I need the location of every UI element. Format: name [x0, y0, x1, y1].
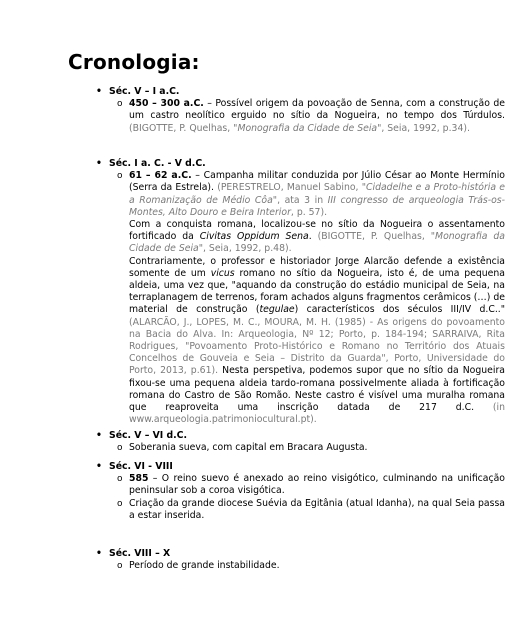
circle-bullet-icon: o — [117, 99, 123, 110]
entry-text: Período de grande instabilidade. — [129, 560, 280, 572]
entry-date: 61 – 62 a.C. — [129, 170, 192, 182]
section-title: Séc. I a. C. - V d.C. — [109, 158, 206, 169]
entry-date: 450 – 300 a.C. — [129, 98, 204, 110]
paragraph-text: Nesta perspetiva, podemos supor que no sítio da Nogueira fixou-se uma pequena aldeia tardo-romana possivelmente aliada à fortificação romana do Castro de São Romão. Neste castro é visível uma muralha romana que reaproveita uma inscrição datada de 217 d.C. — [129, 365, 505, 414]
bullet-icon: • — [96, 430, 102, 441]
section-sec-i-ac-v-dc — [96, 158, 505, 426]
citation: (in www.arqueologia.patrimoniocultural.pt). — [129, 402, 505, 426]
section-title: Séc. VIII – X — [109, 548, 171, 559]
paragraph-text: Com a conquista romana, localizou-se no sítio da Nogueira o assentamento fortificado da — [129, 219, 505, 243]
bullet-icon: • — [96, 548, 102, 559]
circle-bullet-icon: o — [117, 171, 123, 182]
circle-bullet-icon: o — [117, 498, 123, 509]
section-title: Séc. V – VI d.C. — [109, 430, 188, 441]
section-title: Séc. VI - VIII — [109, 461, 173, 472]
section-sec-vi-viii — [96, 461, 505, 522]
list-item: o 61 – 62 a.C. – Campanha militar conduzida por Júlio César ao Monte Hermínio (Serra da Estrela). (PERESTRELO, Manuel Sabino, "Cidadelhe e a Proto-história e a Romanização de Médio Côa", ata 3 in III congresso de arqueologia Trás-os-Montes, Alto Douro e Beira Interior, p. 57). Com a conquista romana, localizou-se no sítio da Nogueira o assentamento fortificado da Civitas Oppidum Sena. (BIGOTTE, P. Quelhas, "Monografia da Cidade de Seia", Seia, 1992, p.48). Contrariamente, o professor e historiador Jorge Alarcão defende a existência somente de um vicus romano no sítio da Nogueira, isto é, de uma pequena aldeia, uma vez que, "aquando da construção do estádio municipal de Seia, na terraplanagem de terrenos, foram achados alguns fragmentos cerâmicos (…) de material de construção (tegulae) característicos dos séculos III/IV d.C.." (ALARCÃO, J., LOPES, M. C., MOURA, M. H. (1985) - As origens do povoamento na Bacia do Alva. In: Arqueologia, Nº 12; Porto, p. 184-194; SARRAIVA, Rita Rodrigues, "Povoamento Proto-Histórico e Romano no Território dos Atuais Concelhos de Gouveia e Seia – Distrito da Guarda", Porto, Universidade do Porto, 2013, p.61). Nesta perspetiva, podemos supor que no sítio da Nogueira fixou-se uma pequena aldeia tardo-romana possivelmente aliada à fortificação romana do Castro de São Romão. Neste castro é visível uma muralha romana que reaproveita uma inscrição datada de 217 d.C. (in www.arqueologia.patrimoniocultural.pt). — [117, 170, 505, 426]
citation: (BIGOTTE, P. Quelhas, "Monografia da Cidade de Seia", Seia, 1992, p.34). — [129, 122, 470, 134]
entry-text: – O reino suevo é anexado ao reino visigótico, culminando na unificação peninsular sob a coroa visigótica. — [129, 473, 505, 497]
bullet-icon: • — [96, 461, 102, 472]
section-sec-viii-x — [96, 548, 505, 572]
bullet-icon: • — [96, 86, 102, 97]
entry-text: Soberania sueva, com capital em Bracara Augusta. — [129, 442, 368, 454]
section-sec-v-vi-dc — [96, 430, 505, 454]
section-title: Séc. V – I a.C. — [109, 86, 180, 97]
section-sec-v-i-ac — [96, 86, 505, 135]
paragraph-text: Contrariamente, o professor e historiador Jorge Alarcão defende a existência somente de um — [129, 255, 505, 279]
page-title: Cronologia: — [68, 50, 200, 74]
list-item — [96, 98, 505, 135]
list-item — [96, 442, 505, 454]
circle-bullet-icon: o — [117, 443, 123, 454]
circle-bullet-icon: o — [117, 561, 123, 572]
circle-bullet-icon: o — [117, 474, 123, 485]
list-item — [96, 473, 505, 497]
citation: (BIGOTTE, P. Quelhas, "Monografia da Cidade de Seia", Seia, 1992, p.48). — [129, 231, 505, 255]
citation: (PERESTRELO, Manuel Sabino, "Cidadelhe e a Proto-história e a Romanização de Médio Côa", ata 3 in III congresso de arqueologia Trás-os-Montes, Alto Douro e Beira Interior, p. 57). — [129, 182, 505, 218]
entry-text: – Possível origem da povoação de Senna, com a construção de um castro neolítico erguido no sítio da Nogueira, no tempo dos Túrdulos. — [129, 98, 505, 122]
bullet-icon: • — [96, 158, 102, 169]
entry-text: Criação da grande diocese Suévia da Egitânia (atual Idanha), na qual Seia passa a estar inserida. — [129, 497, 505, 521]
entry-date: 585 — [129, 473, 149, 485]
list-item — [96, 498, 505, 522]
citation: (ALARCÃO, J., LOPES, M. C., MOURA, M. H. (1985) - As origens do povoamento na Bacia do Alva. In: Arqueologia, Nº 12; Porto, p. 184-194; SARRAIVA, Rita Rodrigues, "Povoamento Proto-Histórico e Romano no Território dos Atuais Concelhos de Gouveia e Seia – Distrito da Guarda", Porto, Universidade do Porto, 2013, p.61). — [129, 316, 505, 377]
list-item — [96, 560, 505, 572]
entry-text: – Campanha militar conduzida por Júlio César ao Monte Hermínio (Serra da Estrela). — [129, 170, 505, 194]
